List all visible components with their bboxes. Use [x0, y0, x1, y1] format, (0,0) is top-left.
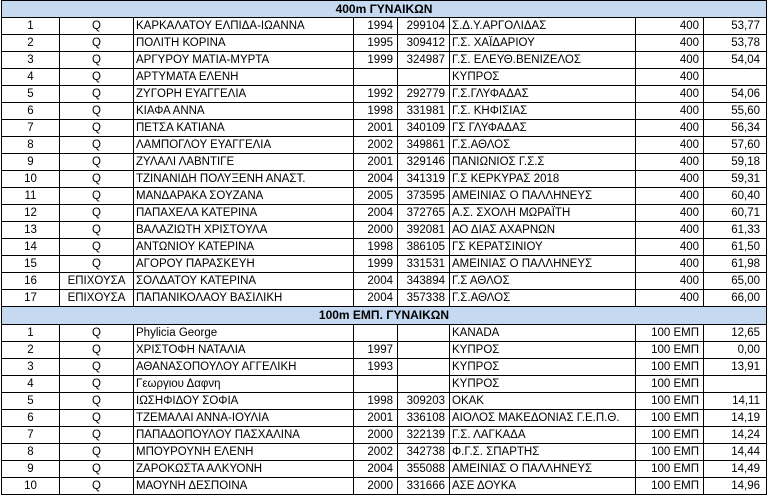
time-cell: 66,00: [731, 292, 760, 304]
rank-cell: 2: [2, 342, 60, 358]
event-cell: 400: [636, 205, 704, 221]
athlete-name-cell: ΜΑΟΥΝΗ ΔΕΣΠΟΙΝΑ: [134, 478, 354, 494]
club-cell: Γ.Σ. ΚΗΦΙΣΙΑΣ: [450, 103, 636, 119]
qualification-cell: Q: [60, 461, 134, 477]
table-row: [1, 154, 767, 171]
rank-cell: 1: [2, 18, 60, 34]
athlete-name-cell: ΚΑΡΚΑΛΑΤΟΥ ΕΛΠΙΔΑ-ΙΩΑΝΝΑ: [134, 18, 354, 34]
table-row: [1, 52, 767, 69]
event-cell: 400: [636, 18, 704, 34]
table-row: [1, 222, 767, 239]
athlete-name-cell: ΤΖΙΝΑΝΙΔΗ ΠΟΛΥΞΕΝΗ ΑΝΑΣΤ.: [134, 171, 354, 187]
event-cell: 100 ΕΜΠ: [636, 461, 704, 477]
rank-cell: 13: [2, 222, 60, 238]
event-cell: 100 ΕΜΠ: [636, 342, 704, 358]
club-cell: ΑΜΕΙΝΙΑΣ Ο ΠΑΛΛΗΝΕΥΣ: [450, 461, 636, 477]
rank-cell: 17: [2, 290, 60, 306]
time-cell: 14,49: [731, 463, 760, 475]
registration-number-cell: 331981: [398, 103, 450, 119]
time-cell: 0,00: [737, 344, 760, 356]
rank-cell: 4: [2, 69, 60, 85]
club-cell: ΑΜΕΙΝΙΑΣ Ο ΠΑΛΛΗΝΕΥΣ: [450, 256, 636, 272]
club-cell: ΚΥΠΡΟΣ: [450, 69, 636, 85]
event-cell: 100 ΕΜΠ: [636, 393, 704, 409]
rank-cell: 3: [2, 52, 60, 68]
qualification-cell: Q: [60, 188, 134, 204]
qualification-cell: Q: [60, 444, 134, 460]
athlete-name-cell: Phylicia George: [134, 325, 354, 341]
qualification-cell: Q: [60, 376, 134, 392]
registration-number-cell: 341319: [398, 171, 450, 187]
athlete-name-cell: ΛΑΜΠΟΓΛΟΥ ΕΥΑΓΓΕΛΙΑ: [134, 137, 354, 153]
table-row: [1, 359, 767, 376]
club-cell: Γ.Σ.ΑΘΛΟΣ: [450, 290, 636, 306]
rank-cell: 8: [2, 137, 60, 153]
rank-cell: 9: [2, 154, 60, 170]
club-cell: Γ.Σ. ΛΑΓΚΑΔΑ: [450, 427, 636, 443]
qualification-cell: Q: [60, 239, 134, 255]
rank-cell: 8: [2, 444, 60, 460]
section-header: 400m ΓΥΝΑΙΚΩΝ: [1, 0, 767, 18]
time-cell: 55,60: [731, 105, 760, 117]
rank-cell: 15: [2, 256, 60, 272]
athlete-name-cell: ΑΘΑΝΑΣΟΠΟΥΛΟΥ ΑΓΓΕΛΙΚΗ: [134, 359, 354, 375]
athlete-name-cell: ΖΥΛΑΛΙ ΛΑΒΝΤΙΓΕ: [134, 154, 354, 170]
athlete-name-cell: ΠΕΤΣΑ ΚΑΤΙΑΝΑ: [134, 120, 354, 136]
qualification-cell: Q: [60, 52, 134, 68]
registration-number-cell: [398, 325, 450, 341]
rank-cell: 6: [2, 103, 60, 119]
table-row: [1, 239, 767, 256]
birth-year-cell: 2005: [354, 188, 398, 204]
table-row: [1, 478, 767, 495]
rank-cell: 10: [2, 171, 60, 187]
table-row: [1, 393, 767, 410]
event-cell: 400: [636, 35, 704, 51]
birth-year-cell: 1992: [354, 86, 398, 102]
birth-year-cell: 2002: [354, 137, 398, 153]
registration-number-cell: 331666: [398, 478, 450, 494]
table-row: [1, 273, 767, 290]
athlete-name-cell: ΜΑΝΔΑΡΑΚΑ ΣΟΥΖΑΝΑ: [134, 188, 354, 204]
registration-number-cell: 343894: [398, 273, 450, 289]
event-cell: 400: [636, 103, 704, 119]
club-cell: Γ.Σ.ΑΘΛΟΣ: [450, 137, 636, 153]
rank-cell: 3: [2, 359, 60, 375]
time-cell: 57,60: [731, 139, 760, 151]
time-cell: 60,40: [731, 190, 760, 202]
athlete-name-cell: Γεωργιου Δαφνη: [134, 376, 354, 392]
athlete-name-cell: ΑΝΤΩΝΙΟΥ ΚΑΤΕΡΙΝΑ: [134, 239, 354, 255]
event-cell: 100 ΕΜΠ: [636, 376, 704, 392]
registration-number-cell: 340109: [398, 120, 450, 136]
club-cell: Γ.Σ ΑΘΛΟΣ: [450, 273, 636, 289]
time-cell: 14,24: [731, 429, 760, 441]
registration-number-cell: 355088: [398, 461, 450, 477]
time-cell: 61,33: [731, 224, 760, 236]
table-row: [1, 461, 767, 478]
club-cell: ΑΟ ΔΙΑΣ ΑΧΑΡΝΩΝ: [450, 222, 636, 238]
registration-number-cell: 336108: [398, 410, 450, 426]
table-row: [1, 427, 767, 444]
birth-year-cell: 2001: [354, 410, 398, 426]
rank-cell: 16: [2, 273, 60, 289]
club-cell: ΓΣ ΚΕΡΑΤΣΙΝΙΟΥ: [450, 239, 636, 255]
time-cell: 60,71: [731, 207, 760, 219]
rank-cell: 5: [2, 86, 60, 102]
birth-year-cell: 2002: [354, 444, 398, 460]
table-row: [1, 410, 767, 427]
table-row: [1, 205, 767, 222]
club-cell: ΠΑΝΙΩΝΙΟΣ Γ.Σ.Σ: [450, 154, 636, 170]
time-cell: 54,06: [731, 88, 760, 100]
rank-cell: 4: [2, 376, 60, 392]
table-row: [1, 18, 767, 35]
qualification-cell: Q: [60, 427, 134, 443]
qualification-cell: Q: [60, 359, 134, 375]
rank-cell: 14: [2, 239, 60, 255]
athlete-name-cell: ΙΩΣΗΦΙΔΟΥ ΣΟΦΙΑ: [134, 393, 354, 409]
event-cell: 400: [636, 222, 704, 238]
qualification-cell: Q: [60, 205, 134, 221]
table-row: [1, 69, 767, 86]
event-cell: 100 ΕΜΠ: [636, 444, 704, 460]
time-cell: 56,34: [731, 122, 760, 134]
club-cell: Γ.Σ.ΓΛΥΦΑΔΑΣ: [450, 86, 636, 102]
athlete-name-cell: ΑΓΟΡΟΥ ΠΑΡΑΣΚΕΥΗ: [134, 256, 354, 272]
event-cell: 400: [636, 171, 704, 187]
event-cell: 400: [636, 188, 704, 204]
qualification-cell: Q: [60, 171, 134, 187]
birth-year-cell: 1997: [354, 342, 398, 358]
athlete-name-cell: ΠΑΠΑΝΙΚΟΛΑΟΥ ΒΑΣΙΛΙΚΗ: [134, 290, 354, 306]
club-cell: Γ.Σ. ΕΛΕΥΘ.ΒΕΝΙΖΕΛΟΣ: [450, 52, 636, 68]
club-cell: Φ.Γ.Σ. ΣΠΑΡΤΗΣ: [450, 444, 636, 460]
athlete-name-cell: ΒΑΛΑΖΙΩΤΗ ΧΡΙΣΤΟΥΛΑ: [134, 222, 354, 238]
time-cell: [704, 376, 766, 392]
results-sheet: [1, 0, 767, 495]
birth-year-cell: 1999: [354, 256, 398, 272]
registration-number-cell: 357338: [398, 290, 450, 306]
registration-number-cell: 342738: [398, 444, 450, 460]
registration-number-cell: 349861: [398, 137, 450, 153]
club-cell: ΑΣΕ ΔΟΥΚΑ: [450, 478, 636, 494]
birth-year-cell: 2004: [354, 290, 398, 306]
event-cell: 400: [636, 256, 704, 272]
event-cell: 100 ΕΜΠ: [636, 410, 704, 426]
table-row: [1, 35, 767, 52]
birth-year-cell: 2000: [354, 478, 398, 494]
athlete-name-cell: ΣΟΛΔΑΤΟΥ ΚΑΤΕΡΙΝΑ: [134, 273, 354, 289]
rank-cell: 9: [2, 461, 60, 477]
time-cell: 53,78: [731, 37, 760, 49]
registration-number-cell: 373595: [398, 188, 450, 204]
event-cell: 400: [636, 239, 704, 255]
table-row: [1, 444, 767, 461]
birth-year-cell: 2000: [354, 427, 398, 443]
qualification-cell: Q: [60, 18, 134, 34]
time-cell: 54,04: [731, 54, 760, 66]
athlete-name-cell: ΠΑΠΑΔΟΠΟΥΛΟΥ ΠΑΣΧΑΛΙΝΑ: [134, 427, 354, 443]
club-cell: ΑΜΕΙΝΙΑΣ Ο ΠΑΛΛΗΝΕΥΣ: [450, 188, 636, 204]
athlete-name-cell: ΖΑΡΟΚΩΣΤΑ ΑΛΚΥΟΝΗ: [134, 461, 354, 477]
rank-cell: 11: [2, 188, 60, 204]
club-cell: ΟΚΑΚ: [450, 393, 636, 409]
registration-number-cell: 309412: [398, 35, 450, 51]
registration-number-cell: 386105: [398, 239, 450, 255]
qualification-cell: Q: [60, 69, 134, 85]
athlete-name-cell: ΖΥΓΟΡΗ ΕΥΑΓΓΕΛΙΑ: [134, 86, 354, 102]
club-cell: ΚΥΠΡΟΣ: [450, 376, 636, 392]
club-cell: ΑΙΟΛΟΣ ΜΑΚΕΔΟΝΙΑΣ Γ.Ε.Π.Θ.: [450, 410, 636, 426]
time-cell: 14,19: [731, 412, 760, 424]
time-cell: 12,65: [731, 327, 760, 339]
birth-year-cell: 1994: [354, 18, 398, 34]
qualification-cell: Q: [60, 410, 134, 426]
time-cell: 53,77: [731, 20, 760, 32]
event-cell: 100 ΕΜΠ: [636, 325, 704, 341]
registration-number-cell: 322139: [398, 427, 450, 443]
athlete-name-cell: ΚΙΑΦΑ ΑΝΝΑ: [134, 103, 354, 119]
time-cell: [704, 69, 766, 85]
table-row: [1, 86, 767, 103]
birth-year-cell: 2004: [354, 205, 398, 221]
event-cell: 400: [636, 120, 704, 136]
registration-number-cell: [398, 359, 450, 375]
athlete-name-cell: ΧΡΙΣΤΟΦΗ ΝΑΤΑΛΙΑ: [134, 342, 354, 358]
event-cell: 400: [636, 273, 704, 289]
registration-number-cell: 324987: [398, 52, 450, 68]
birth-year-cell: 1998: [354, 393, 398, 409]
time-cell: 13,91: [731, 361, 760, 373]
table-row: [1, 290, 767, 307]
birth-year-cell: 1999: [354, 52, 398, 68]
rank-cell: 6: [2, 410, 60, 426]
birth-year-cell: 2000: [354, 222, 398, 238]
rank-cell: 10: [2, 478, 60, 494]
qualification-cell: Q: [60, 35, 134, 51]
event-cell: 400: [636, 86, 704, 102]
registration-number-cell: [398, 376, 450, 392]
birth-year-cell: 1998: [354, 103, 398, 119]
registration-number-cell: 331531: [398, 256, 450, 272]
club-cell: ΚΥΠΡΟΣ: [450, 359, 636, 375]
rank-cell: 5: [2, 393, 60, 409]
registration-number-cell: 299104: [398, 18, 450, 34]
birth-year-cell: 2001: [354, 154, 398, 170]
birth-year-cell: [354, 376, 398, 392]
rank-cell: 7: [2, 427, 60, 443]
athlete-name-cell: ΤΖΕΜΑΛΑΙ ΑΝΝΑ-ΙΟΥΛΙΑ: [134, 410, 354, 426]
time-cell: 65,00: [731, 275, 760, 287]
registration-number-cell: 372765: [398, 205, 450, 221]
event-cell: 400: [636, 137, 704, 153]
athlete-name-cell: ΠΑΠΑΧΕΛΑ ΚΑΤΕΡΙΝΑ: [134, 205, 354, 221]
qualification-cell: Q: [60, 478, 134, 494]
event-cell: 400: [636, 290, 704, 306]
rank-cell: 2: [2, 35, 60, 51]
event-cell: 400: [636, 52, 704, 68]
birth-year-cell: 1993: [354, 359, 398, 375]
qualification-cell: Q: [60, 86, 134, 102]
qualification-cell: Q: [60, 154, 134, 170]
event-cell: 400: [636, 154, 704, 170]
registration-number-cell: 329146: [398, 154, 450, 170]
time-cell: 14,96: [731, 480, 760, 492]
rank-cell: 12: [2, 205, 60, 221]
birth-year-cell: 1995: [354, 35, 398, 51]
registration-number-cell: 292779: [398, 86, 450, 102]
event-cell: 100 ΕΜΠ: [636, 427, 704, 443]
qualification-cell: ΕΠΙΧΟΥΣΑ: [60, 290, 134, 306]
registration-number-cell: [398, 342, 450, 358]
event-cell: 100 ΕΜΠ: [636, 478, 704, 494]
rank-cell: 7: [2, 120, 60, 136]
birth-year-cell: 2001: [354, 120, 398, 136]
table-row: [1, 120, 767, 137]
section-header: 100m ΕΜΠ. ΓΥΝΑΙΚΩΝ: [1, 307, 767, 325]
athlete-name-cell: ΠΟΛΙΤΗ ΚΟΡΙΝΑ: [134, 35, 354, 51]
registration-number-cell: 392081: [398, 222, 450, 238]
time-cell: 14,44: [731, 446, 760, 458]
time-cell: 59,31: [731, 173, 760, 185]
birth-year-cell: [354, 325, 398, 341]
qualification-cell: Q: [60, 103, 134, 119]
qualification-cell: Q: [60, 256, 134, 272]
table-row: [1, 171, 767, 188]
club-cell: Α.Σ. ΣΧΟΛΗ ΜΩΡΑΪΤΗ: [450, 205, 636, 221]
athlete-name-cell: ΜΠΟΥΡΟΥΝΗ ΕΛΕΝΗ: [134, 444, 354, 460]
qualification-cell: Q: [60, 325, 134, 341]
qualification-cell: Q: [60, 137, 134, 153]
time-cell: 14,11: [732, 395, 760, 407]
birth-year-cell: 2004: [354, 273, 398, 289]
event-cell: 400: [636, 69, 704, 85]
table-row: [1, 256, 767, 273]
club-cell: KANADA: [450, 325, 636, 341]
time-cell: 61,98: [731, 258, 760, 270]
registration-number-cell: 309203: [398, 393, 450, 409]
birth-year-cell: 1998: [354, 239, 398, 255]
club-cell: Σ.Δ.Υ.ΑΡΓΟΛΙΔΑΣ: [450, 18, 636, 34]
athlete-name-cell: ΑΡΤΥΜΑΤΑ ΕΛΕΝΗ: [134, 69, 354, 85]
club-cell: ΚΥΠΡΟΣ: [450, 342, 636, 358]
time-cell: 61,50: [731, 241, 760, 253]
rank-cell: 1: [2, 325, 60, 341]
birth-year-cell: 2004: [354, 171, 398, 187]
qualification-cell: Q: [60, 222, 134, 238]
birth-year-cell: [354, 69, 398, 85]
club-cell: Γ.Σ. ΧΑΪΔΑΡΙΟΥ: [450, 35, 636, 51]
table-row: [1, 103, 767, 120]
club-cell: ΓΣ ΓΛΥΦΑΔΑΣ: [450, 120, 636, 136]
table-row: [1, 188, 767, 205]
table-row: [1, 376, 767, 393]
athlete-name-cell: ΑΡΓΥΡΟΥ ΜΑΤΙΑ-ΜΥΡΤΑ: [134, 52, 354, 68]
event-cell: 100 ΕΜΠ: [636, 359, 704, 375]
table-row: [1, 342, 767, 359]
qualification-cell: ΕΠΙΧΟΥΣΑ: [60, 273, 134, 289]
club-cell: Γ.Σ ΚΕΡΚΥΡΑΣ 2018: [450, 171, 636, 187]
registration-number-cell: [398, 69, 450, 85]
birth-year-cell: 2004: [354, 461, 398, 477]
table-row: [1, 137, 767, 154]
qualification-cell: Q: [60, 393, 134, 409]
qualification-cell: Q: [60, 342, 134, 358]
table-row: [1, 325, 767, 342]
qualification-cell: Q: [60, 120, 134, 136]
time-cell: 59,18: [731, 156, 760, 168]
